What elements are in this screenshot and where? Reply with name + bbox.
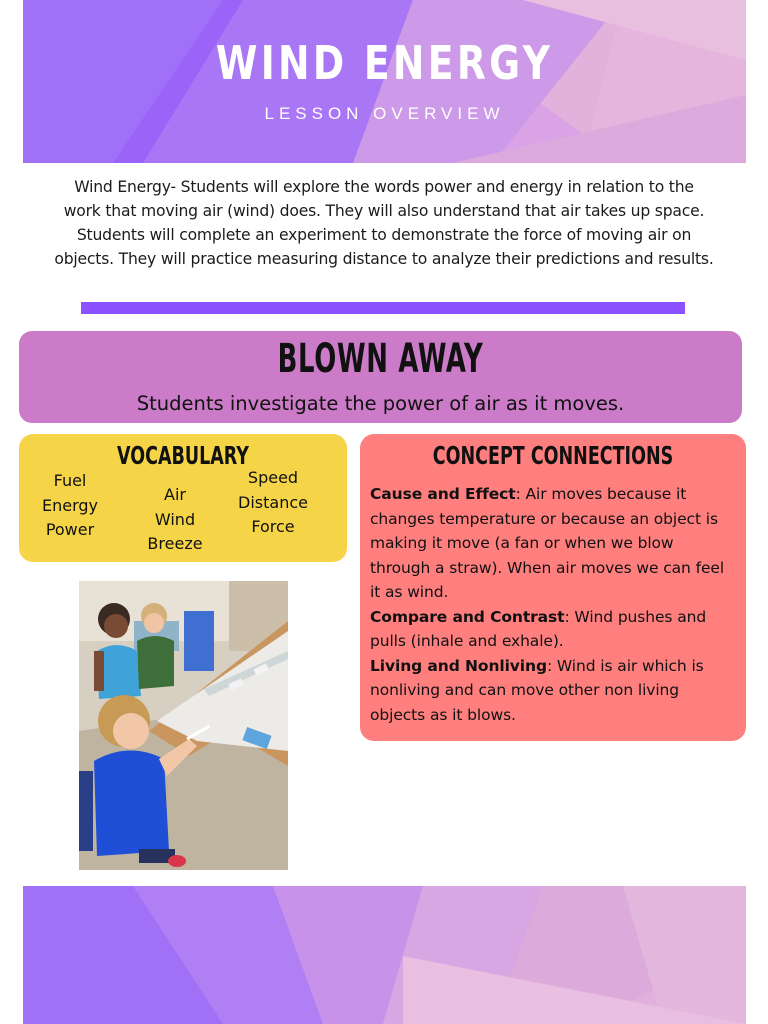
- vocabulary-word: Wind: [154, 509, 196, 529]
- vocabulary-box: [19, 434, 347, 562]
- page-subtitle: LESSON OVERVIEW: [264, 104, 505, 123]
- concept-text: : Air moves because it changes temperature or because an object is making it move (a fan or when we blow through a straw). When air moves we can feel it as wind.: [370, 485, 725, 601]
- concept-term: Cause and Effect: [370, 485, 516, 503]
- concept-term: Living and Nonliving: [370, 656, 547, 675]
- intro-line: objects. They will practice measuring distance to analyze their predictions and results.: [54, 250, 714, 268]
- footer-background: [23, 886, 746, 1024]
- concept-text: : Wind pushes and pulls (inhale and exhale).: [370, 607, 707, 650]
- header-banner: [23, 0, 746, 163]
- concept-item: [370, 482, 734, 605]
- vocabulary-word: Breeze: [147, 534, 203, 553]
- classroom-photo-illustration: [79, 581, 288, 870]
- concept-connections-title: CONCEPT CONNECTIONS: [432, 441, 674, 470]
- section-divider: [81, 302, 685, 314]
- vocabulary-word: Speed: [247, 468, 299, 487]
- concept-connections-body: [370, 482, 734, 727]
- vocabulary-word: Fuel: [53, 471, 87, 490]
- classroom-photo: [79, 581, 288, 870]
- concept-text: : Wind is air which is nonliving and can move other non living objects as it blows.: [370, 656, 704, 724]
- vocabulary-word: Power: [45, 520, 95, 539]
- vocabulary-word: Air: [164, 485, 186, 504]
- vocabulary-word: Distance: [238, 492, 308, 512]
- lesson-title: BLOWN AWAY: [277, 336, 484, 382]
- concept-connections-box: [360, 434, 746, 741]
- concept-item: [370, 654, 734, 728]
- concept-term: Compare and Contrast: [370, 607, 565, 626]
- intro-line: Wind Energy- Students will explore the words power and energy in relation to the: [74, 178, 694, 196]
- page-title: WIND ENERGY: [215, 36, 554, 90]
- intro-paragraph: [30, 175, 738, 271]
- intro-line: Students will complete an experiment to demonstrate the force of moving air on: [76, 226, 692, 244]
- vocabulary-column: [125, 483, 225, 557]
- vocabulary-word: Energy: [41, 495, 98, 515]
- footer-banner: [23, 886, 746, 1024]
- vocabulary-title: VOCABULARY: [117, 441, 249, 470]
- vocabulary-column: [223, 466, 323, 540]
- intro-line: work that moving air (wind) does. They will also understand that air takes up space.: [63, 202, 705, 220]
- vocabulary-column: [19, 469, 121, 543]
- lesson-banner: [19, 331, 742, 423]
- lesson-subtitle: Students investigate the power of air as it moves.: [136, 392, 625, 415]
- concept-item: [370, 605, 734, 654]
- vocabulary-word: Force: [251, 517, 295, 536]
